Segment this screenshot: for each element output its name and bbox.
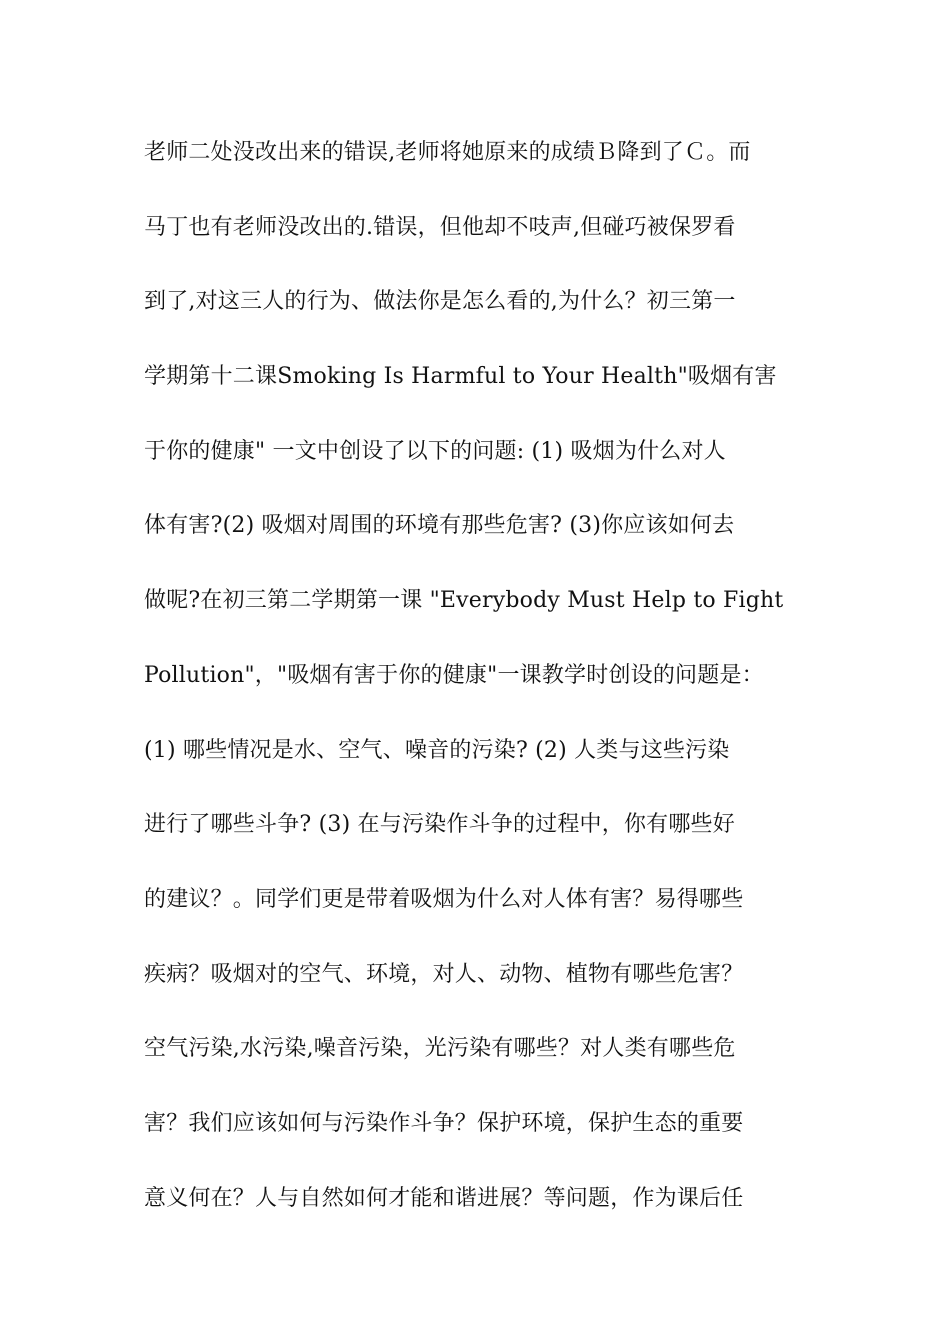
text-line: (1) 哪些情况是水、空气、噪音的污染? (2) 人类与这些污染 <box>144 737 730 763</box>
text-line: 的建议？。同学们更是带着吸烟为什么对人体有害？易得哪些 <box>144 886 744 912</box>
text-line: 到了,对这三人的行为、做法你是怎么看的,为什么？初三第一 <box>144 289 736 315</box>
text-line: 意义何在？人与自然如何才能和谐进展？等问题，作为课后任 <box>144 1185 744 1211</box>
body-paragraph <box>144 133 834 1253</box>
text-line: 疾病？吸烟对的空气、环境，对人、动物、植物有哪些危害？ <box>144 961 744 987</box>
text-line: 学期第十二课Smoking Is Harmful to Your Health"吸烟有害 <box>144 364 777 390</box>
text-line: 于你的健康" 一文中创设了以下的问题: (1) 吸烟为什么对人 <box>144 438 726 464</box>
text-line: 做呢?在初三第二学期第一课 "Everybody Must Help to Fight <box>144 588 784 614</box>
text-line: 老师二处没改出来的错误,老师将她原来的成绩Ｂ降到了Ｃ。而 <box>144 140 751 165</box>
text-line: 空气污染,水污染,噪音污染，光污染有哪些？对人类有哪些危 <box>144 1036 736 1062</box>
text-line: 进行了哪些斗争? (3) 在与污染作斗争的过程中，你有哪些好 <box>144 812 735 838</box>
text-line: 害？我们应该如何与污染作斗争？保护环境，保护生态的重要 <box>144 1110 744 1136</box>
text-line: 体有害?(2) 吸烟对周围的环境有那些危害? (3)你应该如何去 <box>144 513 735 539</box>
text-line: Pollution"，"吸烟有害于你的健康"一课教学时创设的问题是： <box>144 662 764 688</box>
text-line: 马丁也有老师没改出的.错误，但他却不吱声,但碰巧被保罗看 <box>144 214 736 240</box>
